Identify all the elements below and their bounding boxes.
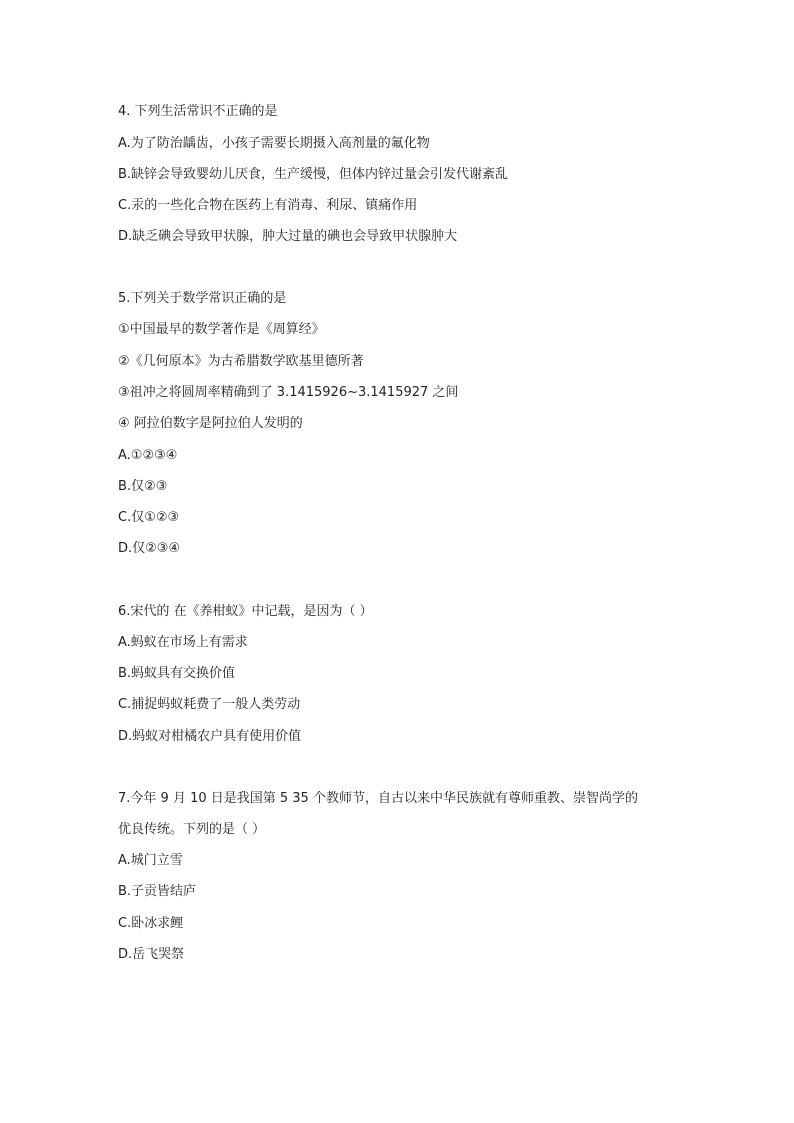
question-4-option-b: B.缺锌会导致婴幼儿厌食，生产缓慢，但体内锌过量会引发代谢紊乱 xyxy=(118,167,509,182)
question-7-option-d: D.岳飞哭祭 xyxy=(118,947,185,962)
question-5-stem: 5.下列关于数学常识正确的是 xyxy=(118,291,287,306)
question-5-statement-3: ③祖冲之将圆周率精确到了 3.1415926~3.1415927 之间 xyxy=(118,385,459,400)
question-5-option-b: B.仅②③ xyxy=(118,479,168,494)
question-5-option-c: C.仅①②③ xyxy=(118,510,180,525)
question-7-option-c: C.卧冰求鲤 xyxy=(118,916,184,931)
question-6-option-c: C.捕捉蚂蚁耗费了一般人类劳动 xyxy=(118,697,301,712)
question-4-option-d: D.缺乏碘会导致甲状腺，肿大过量的碘也会导致甲状腺肿大 xyxy=(118,229,458,244)
question-5-option-d: D.仅②③④ xyxy=(118,541,181,556)
question-7-option-a: A.城门立雪 xyxy=(118,853,183,868)
question-7-option-b: B.子贡皆结庐 xyxy=(118,884,197,899)
question-5-option-a: A.①②③④ xyxy=(118,448,178,463)
question-7-stem: 7.今年 9 月 10 日是我国第 5 35 个教师节，自古以来中华民族就有尊师重教、崇智尚学的 xyxy=(118,791,638,806)
question-7-stem-continued: 优良传统。下列的是（ ） xyxy=(118,822,266,837)
question-4-stem: 4. 下列生活常识不正确的是 xyxy=(118,104,278,119)
question-5-statement-4: ④ 阿拉伯数字是阿拉伯人发明的 xyxy=(118,416,303,431)
question-6-stem: 6.宋代的 在《养柑蚁》中记载，是因为（ ） xyxy=(118,604,373,619)
question-4-option-a: A.为了防治龋齿，小孩子需要长期摄入高剂量的氟化物 xyxy=(118,136,430,151)
question-5-statement-1: ①中国最早的数学著作是《周算经》 xyxy=(118,322,325,337)
question-4-option-c: C.汞的一些化合物在医药上有消毒、利尿、镇痛作用 xyxy=(118,198,418,213)
question-6-option-b: B.蚂蚁具有交换价值 xyxy=(118,666,236,681)
question-6-option-d: D.蚂蚁对柑橘农户具有使用价值 xyxy=(118,729,302,744)
question-5-statement-2: ②《几何原本》为古希腊数学欧基里德所著 xyxy=(118,354,364,369)
question-6-option-a: A.蚂蚁在市场上有需求 xyxy=(118,635,248,650)
